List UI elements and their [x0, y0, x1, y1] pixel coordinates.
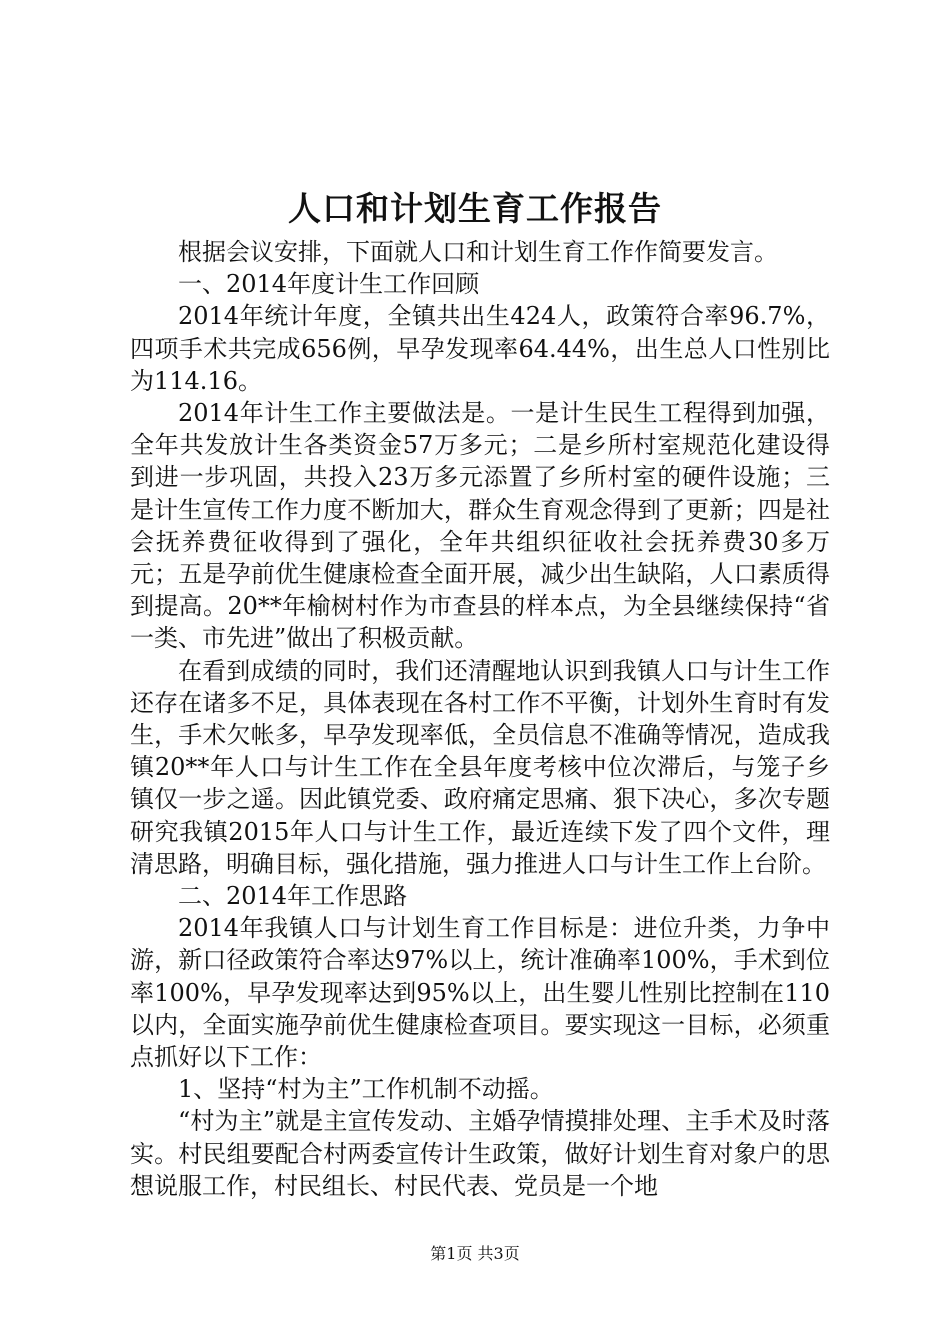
subheading-village-mechanism: 1、坚持“村为主”工作机制不动摇。 [178, 1075, 554, 1104]
paragraph-practices: 2014年计生工作主要做法是。一是计生民生工程得到加强，全年共发放计生各类资金57万多元；二是乡所村室规范化建设得到进一步巩固，共投入23万多元添置了乡所村室的硬件设施；三是计生宣传工作力度不断加大，群众生育观念得到了更新；四是社会抚养费征收得到了强化，全年共组织征收社会抚养费30多万元；五是孕前优生健康检查全面开展，减少出生缺陷，人口素质得到提高。20**年榆树村作为市查县的样本点，为全县继续保持“省一类、市先进”做出了积极贡献。 [130, 399, 830, 653]
document-title: 人口和计划生育工作报告 [288, 189, 662, 228]
section-heading-review: 一、2014年度计生工作回顾 [178, 270, 480, 299]
section-heading-plan: 二、2014年工作思路 [178, 882, 408, 911]
page-footer: 第1页 共3页 [430, 1244, 520, 1263]
document-body [130, 236, 830, 1202]
paragraph-intro: 根据会议安排，下面就人口和计划生育工作作简要发言。 [178, 238, 778, 266]
paragraph-shortcomings: 在看到成绩的同时，我们还清醒地认识到我镇人口与计生工作还存在诸多不足，具体表现在各村工作不平衡，计划外生育时有发生，手术欠帐多，早孕发现率低，全员信息不准确等情况，造成我镇20**年人口与计生工作在全县年度考核中位次滞后，与笼子乡镇仅一步之遥。因此镇党委、政府痛定思痛、狠下决心，多次专题研究我镇2015年人口与计生工作，最近连续下发了四个文件，理清思路，明确目标，强化措施，强力推进人口与计生工作上台阶。 [130, 656, 830, 878]
paragraph-goals: 2014年我镇人口与计划生育工作目标是：进位升类，力争中游，新口径政策符合率达97%以上，统计准确率100%，手术到位率100%，早孕发现率达到95%以上，出生婴儿性别比控制在110以内，全面实施孕前优生健康检查项目。要实现这一目标，必须重点抓好以下工作： [130, 914, 830, 1072]
paragraph-village-mechanism: “村为主”就是主宣传发动、主婚孕情摸排处理、主手术及时落实。村民组要配合村两委宣传计生政策，做好计划生育对象户的思想说服工作，村民组长、村民代表、党员是一个地 [130, 1107, 830, 1200]
paragraph-statistics: 2014年统计年度，全镇共出生424人，政策符合率96.7%，四项手术共完成656例，早孕发现率64.44%，出生总人口性别比为114.16。 [130, 302, 830, 395]
